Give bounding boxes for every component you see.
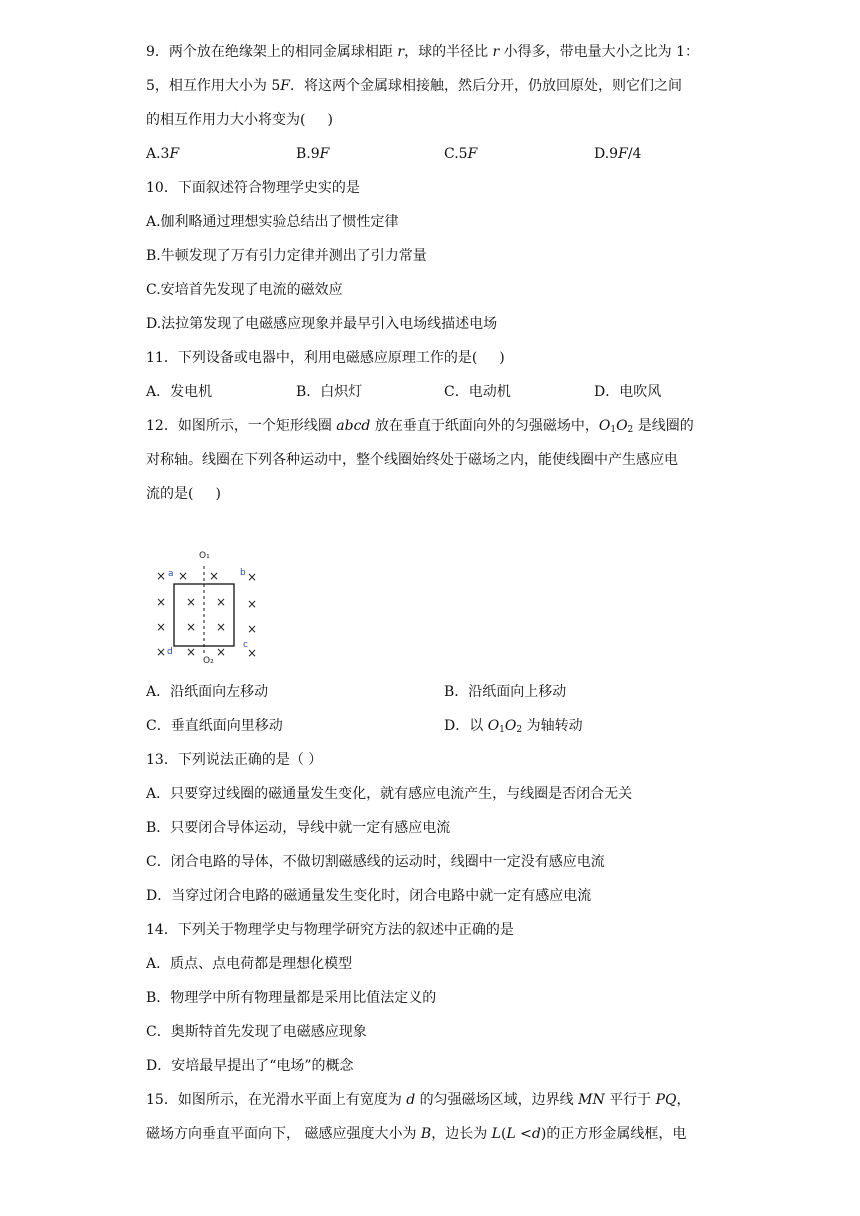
q13-stem: 13．下列说法正确的是（ ） bbox=[146, 752, 323, 768]
q12-line-2: 对称轴。线圈在下列各种运动中，整个线圈始终处于磁场之内，能使线圈中产生感应电 bbox=[146, 452, 678, 468]
q9-option-d: D.9F/4 bbox=[594, 146, 642, 162]
q14-option-d: D．安培最早提出了“电场”的概念 bbox=[146, 1058, 354, 1074]
q10-option-c: C.安培首先发现了电流的磁效应 bbox=[146, 282, 343, 298]
q10-option-b: B.牛顿发现了万有引力定律并测出了引力常量 bbox=[146, 248, 427, 264]
q9-option-a: A.3F bbox=[146, 146, 180, 162]
q13-option-d: D．当穿过闭合电路的磁通量发生变化时，闭合电路中就一定有感应电流 bbox=[146, 888, 592, 904]
q9-option-b: B.9F bbox=[296, 146, 330, 162]
field-cross-mark: × bbox=[156, 569, 167, 583]
coil-in-magnetic-field-figure bbox=[152, 546, 264, 668]
field-cross-mark: × bbox=[186, 620, 197, 634]
field-cross-mark: × bbox=[156, 645, 167, 659]
q12-option-d: D．以 $O_1O_2$ 为轴转动 bbox=[444, 718, 583, 735]
q12-option-b: B．沿纸面向上移动 bbox=[444, 684, 567, 700]
q12-option-a: A．沿纸面向左移动 bbox=[146, 684, 269, 700]
q11-option-d: D．电吹风 bbox=[594, 384, 662, 400]
field-cross-mark: × bbox=[186, 595, 197, 609]
q9-line-2: 5，相互作用大小为 5F．将这两个金属球相接触，然后分开，仍放回原处，则它们之间 bbox=[146, 78, 682, 94]
q14-stem: 14．下列关于物理学史与物理学研究方法的叙述中正确的是 bbox=[146, 922, 514, 938]
field-cross-mark: × bbox=[247, 570, 258, 584]
field-cross-mark: × bbox=[247, 622, 258, 636]
q10-stem: 10．下面叙述符合物理学史实的是 bbox=[146, 180, 360, 196]
label-b: b bbox=[240, 568, 246, 578]
q11-stem: 11．下列设备或电器中，利用电磁感应原理工作的是( ) bbox=[146, 350, 505, 366]
q15-line-2: 磁场方向垂直平面向下， 磁感应强度大小为 B，边长为 L(L <d)的正方形金属线框，电 bbox=[146, 1126, 687, 1142]
q11-option-c: C．电动机 bbox=[444, 384, 511, 400]
field-cross-mark: × bbox=[209, 569, 220, 583]
field-cross-mark: × bbox=[216, 595, 227, 609]
q10-option-a: A.伽利略通过理想实验总结出了惯性定律 bbox=[146, 214, 399, 230]
label-o2: O₂ bbox=[203, 656, 214, 666]
q12-option-c: C．垂直纸面向里移动 bbox=[146, 718, 283, 734]
q14-option-b: B．物理学中所有物理量都是采用比值法定义的 bbox=[146, 990, 437, 1006]
q13-option-c: C．闭合电路的导体，不做切割磁感线的运动时，线圈中一定没有感应电流 bbox=[146, 854, 605, 870]
label-d: d bbox=[167, 647, 173, 657]
q9-line-1: 9．两个放在绝缘架上的相同金属球相距 r，球的半径比 r 小得多，带电量大小之比为 1： bbox=[146, 44, 700, 60]
label-a: a bbox=[168, 569, 174, 579]
q11-option-a: A．发电机 bbox=[146, 384, 213, 400]
q14-option-a: A．质点、点电荷都是理想化模型 bbox=[146, 956, 353, 972]
field-cross-mark: × bbox=[156, 595, 167, 609]
q12-line-1: 12．如图所示，一个矩形线圈 abcd 放在垂直于纸面向外的匀强磁场中，$O_1O_2$ 是线圈的 bbox=[146, 418, 694, 435]
label-c: c bbox=[243, 640, 248, 650]
field-cross-mark: × bbox=[247, 597, 258, 611]
q14-option-c: C．奥斯特首先发现了电磁感应现象 bbox=[146, 1024, 367, 1040]
q15-line-1: 15．如图所示，在光滑水平面上有宽度为 d 的匀强磁场区域，边界线 MN 平行于 PQ， bbox=[146, 1092, 691, 1108]
q12-line-3: 流的是( ) bbox=[146, 486, 221, 502]
q10-option-d: D.法拉第发现了电磁感应现象并最早引入电场线描述电场 bbox=[146, 316, 498, 332]
q13-option-a: A．只要穿过线圈的磁通量发生变化，就有感应电流产生，与线圈是否闭合无关 bbox=[146, 786, 633, 802]
q9-line-3: 的相互作用力大小将变为( ) bbox=[146, 112, 333, 128]
field-cross-mark: × bbox=[156, 620, 167, 634]
field-cross-mark: × bbox=[247, 646, 258, 660]
field-cross-mark: × bbox=[216, 620, 227, 634]
field-cross-mark: × bbox=[216, 645, 227, 659]
q9-option-c: C.5F bbox=[444, 146, 478, 162]
q11-option-b: B．白炽灯 bbox=[296, 384, 363, 400]
field-cross-mark: × bbox=[178, 569, 189, 583]
label-o1: O₁ bbox=[199, 551, 210, 561]
field-cross-mark: × bbox=[186, 645, 197, 659]
q13-option-b: B．只要闭合导体运动，导线中就一定有感应电流 bbox=[146, 820, 451, 836]
